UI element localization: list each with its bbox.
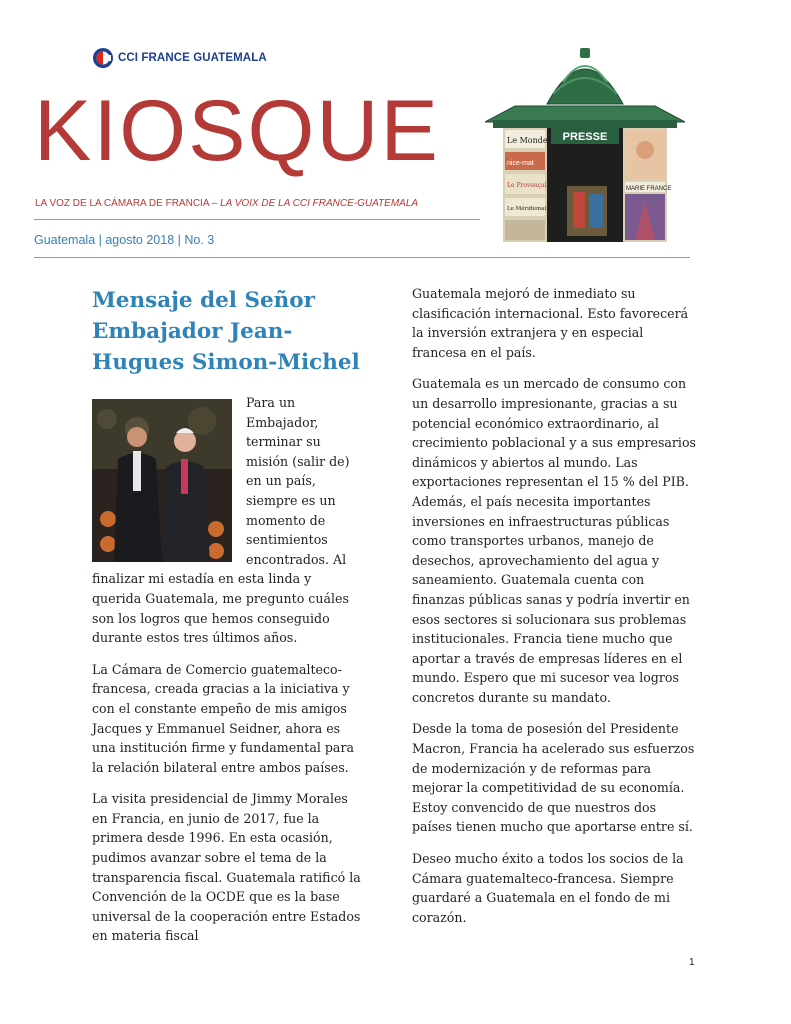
tagline-main: LA VOZ DE LA CÁMARA DE FRANCIA –: [35, 198, 221, 209]
right-paragraph-1: Guatemala mejoró de inmediato su clasificación internacional. Esto favorecerá la inversión extranjera y en especial francesa en el país.: [412, 286, 689, 360]
poster-le-monde: Le Monde: [507, 136, 548, 145]
tagline-italic: LA VOIX DE LA CCI FRANCE-GUATEMALA: [220, 198, 419, 209]
cci-logo: [92, 46, 267, 70]
article-column-right: [412, 284, 697, 939]
kiosk-sign: PRESSE: [562, 131, 608, 143]
left-paragraph-1: Para un Embajador, terminar su misión (salir de) en un país, siempre es un momento de sentimientos encontrados. Al finalizar mi estadía en esta linda y querida Guatemala, me pregunto cuáles son los logros que hemos conseguido durante estos tres últimos años.: [92, 395, 350, 646]
logo-text: CCI FRANCE GUATEMALA: [118, 52, 267, 64]
poster-le-meridional: Le Méridional: [507, 206, 547, 212]
issue-info: Guatemala | agosto 2018 | No. 3: [34, 233, 215, 247]
cci-logo-icon: [92, 47, 114, 69]
poster-marie-france: MARIE FRANCE: [626, 186, 672, 192]
page-number: 1: [689, 957, 695, 968]
right-paragraph-4: Deseo mucho éxito a todos los socios de la Cámara guatemalteco-francesa. Siempre guardaré a Guatemala en el fondo de mi corazón.: [412, 851, 684, 925]
header-divider-top: [34, 219, 480, 220]
article-title: Mensaje del Señor Embajador Jean-Hugues Simon-Michel: [92, 288, 360, 375]
right-paragraph-2: Guatemala es un mercado de consumo con un desarrollo impresionante, gracias a su potencial económico extraordinario, al crecimiento poblacional y a sus empresarios dinámicos y abiertos al mundo. Las exportaciones representan el 15 % del PIB. Además, el país necesita importantes inversiones en infraestructuras públicas como transportes urbanos, manejo de desechos, aprovechamiento del agua y saneamiento. Guatemala cuenta con finanzas públicas sanas y podría invertir en esos sectores si solucionara sus problemas institucionales. Francia tiene mucho que aportar a través de empresas líderes en el mundo. Espero que mi sucesor vea logros concretos durante su mandato.: [412, 376, 697, 705]
tagline: [35, 198, 418, 209]
poster-nice-matin: nice-mat: [507, 160, 534, 167]
left-paragraph-2: La Cámara de Comercio guatemalteco-francesa, creada gracias a la iniciativa y con el constante empeño de mis amigos Jacques y Emmanuel Seidner, ahora es una institución firme y fundamental para la relación bilateral entre ambos países.: [92, 661, 354, 775]
ambassador-photo: [92, 399, 232, 562]
poster-le-provencal: Le Provençal: [507, 182, 547, 189]
right-paragraph-3: Desde la toma de posesión del Presidente Macron, Francia ha acelerado sus esfuerzos de modernización y de reformas para mejorar la competitividad de su economía. Estoy convencido de que nuestros dos países tienen mucho que aportarse entre sí.: [412, 721, 695, 835]
left-paragraph-3: La visita presidencial de Jimmy Morales en Francia, en junio de 2017, fue la primera desde 1996. En esta ocasión, pudimos avanzar sobre el tema de la transparencia fiscal. Guatemala ratificó la Convención de la OCDE que es la base universal de la cooperación entre Estados en materia fiscal: [92, 791, 361, 944]
article-column-left: [92, 393, 364, 958]
kiosk-illustration: [485, 42, 685, 246]
masthead-title: KIOSQUE: [34, 83, 440, 179]
header-divider-bottom: [34, 257, 690, 258]
